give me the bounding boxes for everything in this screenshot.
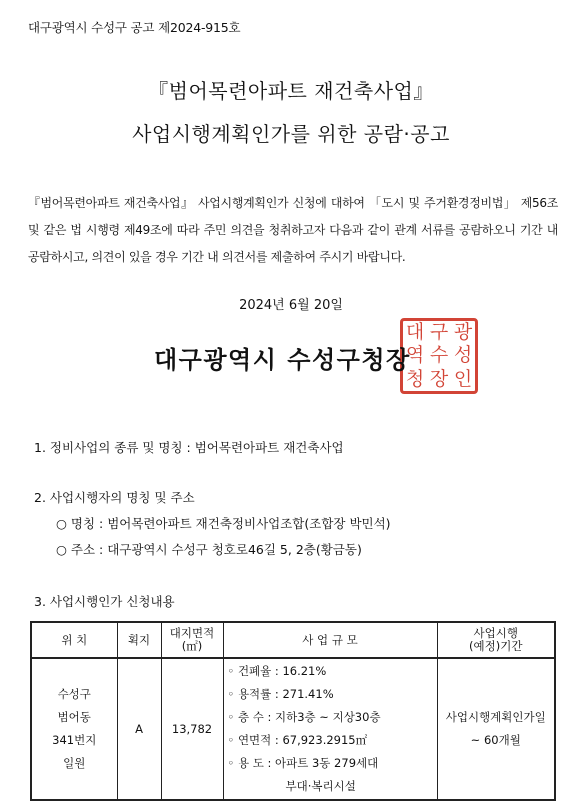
cell-location: 수성구 범어동 341번지 일원 <box>31 658 117 800</box>
page-title-line2: 사업시행계획인가를 위한 공람·공고 <box>132 122 450 146</box>
seal-char: 구 <box>429 321 449 343</box>
cell-area: 13,782 <box>161 658 223 800</box>
header-lot: 획지 <box>117 622 161 658</box>
header-scale: 사 업 규 모 <box>223 622 437 658</box>
table-header-row <box>31 622 555 658</box>
notice-number: 대구광역시 수성구 공고 제2024-915호 <box>28 20 241 35</box>
seal-char: 인 <box>453 367 473 390</box>
cell-lot: A <box>117 658 161 800</box>
page-title-line1: 『범어목련아파트 재건축사업』 <box>148 79 434 103</box>
section-1: 1. 정비사업의 종류 및 명칭 : 범어목련아파트 재건축사업 <box>34 440 344 455</box>
official-seal-icon <box>400 318 478 394</box>
section-3-heading: 3. 사업시행인가 신청내용 <box>34 594 175 609</box>
seal-char: 역 <box>405 344 425 367</box>
issuer-name: 대구광역시 수성구청장 <box>154 346 411 374</box>
applicant-address: ○ 주소 : 대구광역시 수성구 청호로46길 5, 2층(황금동) <box>56 542 362 557</box>
header-period: 사업시행 (예정)기간 <box>437 622 555 658</box>
section-2-heading: 2. 사업시행자의 명칭 및 주소 <box>34 490 195 505</box>
seal-char: 대 <box>405 321 425 343</box>
seal-char: 수 <box>429 344 449 367</box>
application-table <box>30 621 556 801</box>
header-area: 대지면적 (㎡) <box>161 622 223 658</box>
seal-char: 청 <box>405 367 425 390</box>
notice-date: 2024년 6월 20일 <box>239 298 343 313</box>
intro-paragraph: 『범어목련아파트 재건축사업』 사업시행계획인가 신청에 대하여 「도시 및 주거환경정비법」 제56조 및 같은 법 시행령 제49조에 따라 주민 의견을 청취하고자 다음과 같이 관계 서류를 공람하오니 기간 내 공람하시고, 의견이 있을 경우 기간 내 의견서를 제출하여 주시기 바랍니다. <box>28 196 558 264</box>
seal-char: 장 <box>429 367 449 390</box>
cell-period: 사업시행계획인가일 ~ 60개월 <box>437 658 555 800</box>
seal-char: 성 <box>453 344 473 367</box>
applicant-name: ○ 명칭 : 범어목련아파트 재건축정비사업조합(조합장 박민석) <box>56 516 391 531</box>
cell-scale: ◦ 건폐율 : 16.21% ◦ 용적률 : 271.41% ◦ 층 수 : 지하3층 ~ 지상30층 ◦ 연면적 : 67,923.2915㎡ ◦ 용 도 : 아파트 3동 279세대 부대·복리시설 <box>223 658 437 800</box>
table-row <box>31 658 555 800</box>
header-location: 위 치 <box>31 622 117 658</box>
seal-char: 광 <box>453 321 473 343</box>
